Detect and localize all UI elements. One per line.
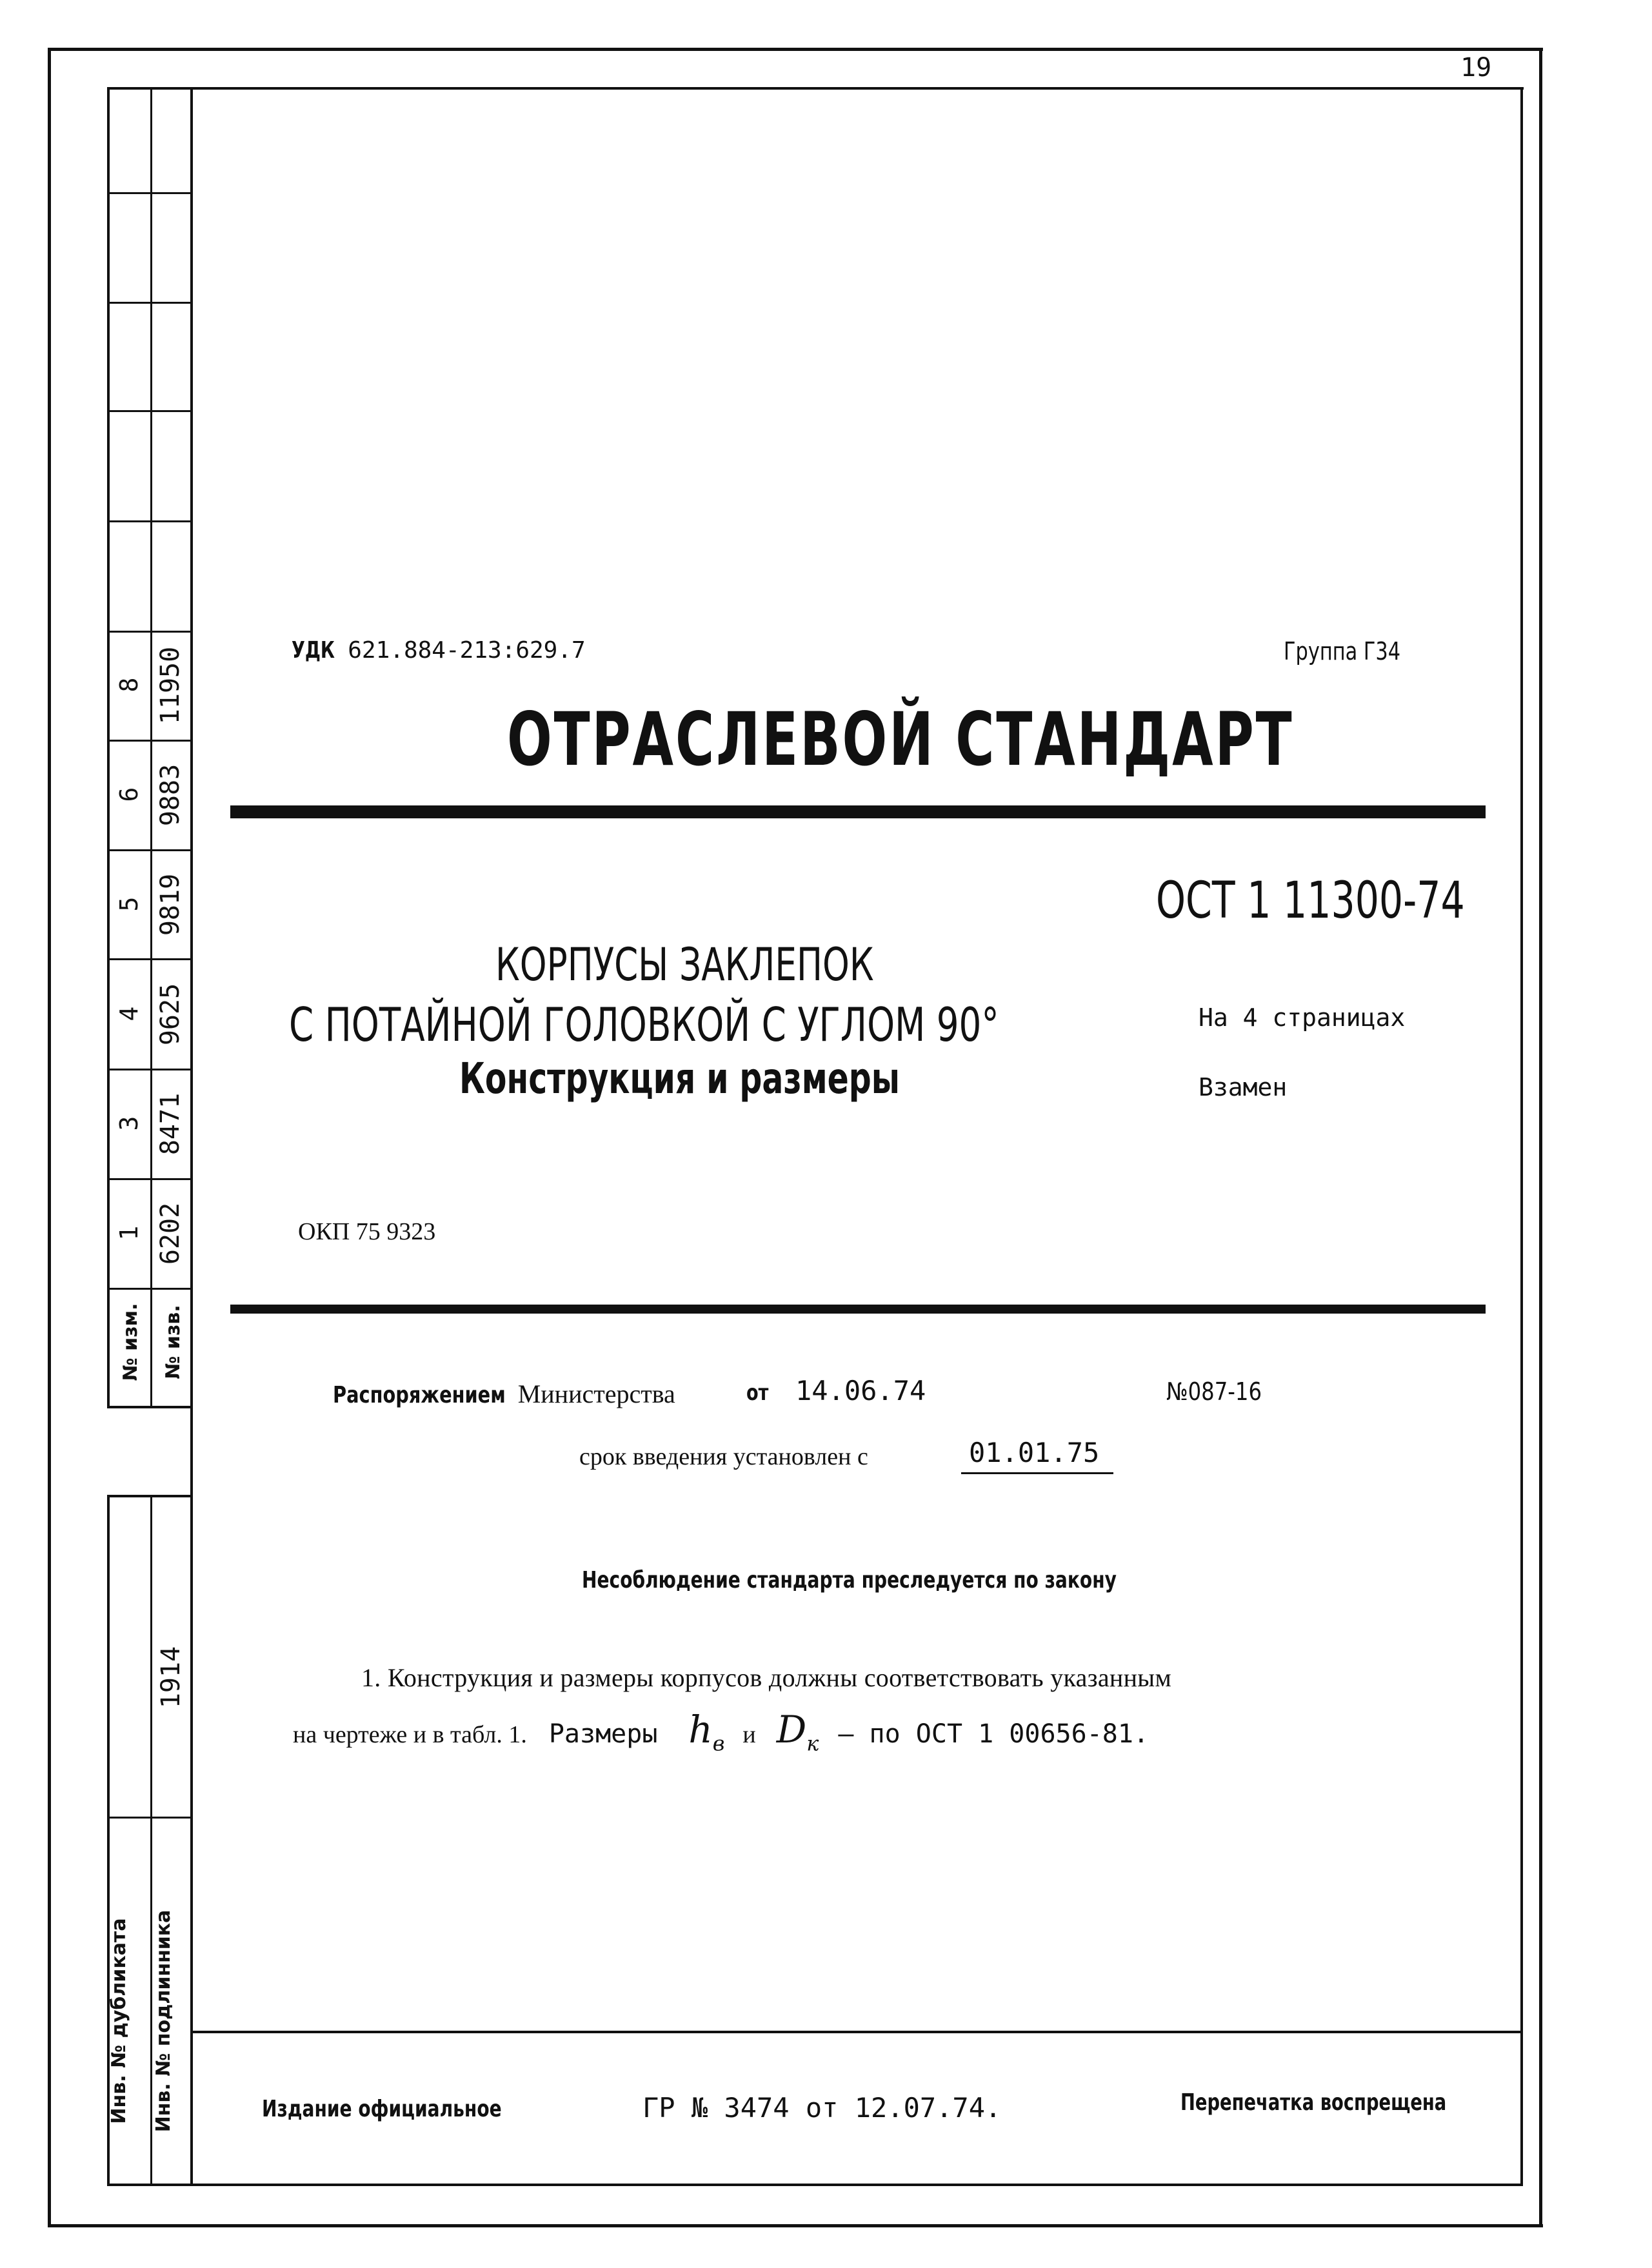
outer-frame-left bbox=[48, 48, 51, 2227]
inventory-value: 1914 bbox=[156, 1646, 186, 1709]
side-strip-line-mid bbox=[150, 87, 152, 1408]
change-number: 6 bbox=[115, 787, 143, 802]
standard-name-2: С ПОТАЙНОЙ ГОЛОВКОЙ С УГЛОМ 90° bbox=[289, 998, 999, 1052]
page-number: 19 bbox=[1460, 53, 1492, 83]
title-rule bbox=[230, 805, 1486, 818]
udk-value: 621.884-213:629.7 bbox=[348, 637, 586, 664]
paragraph-line-2: на чертеже и в табл. 1. Размеры $h_в$ и $D_к$ – по ОСТ 1 00656-81. bbox=[293, 1708, 1149, 1756]
standard-code: ОСТ 1 11300-74 bbox=[1156, 872, 1465, 930]
original-no-label: Инв. № подлинника bbox=[152, 1909, 175, 2133]
notice-number: 9625 bbox=[155, 983, 185, 1046]
order-number: №087-16 bbox=[1166, 1377, 1262, 1406]
side-row-divider bbox=[107, 410, 193, 412]
udk-line bbox=[292, 637, 586, 664]
side-row-divider bbox=[107, 520, 193, 522]
order-label: Министерства bbox=[517, 1379, 675, 1408]
symbol-h: $h_в$ bbox=[688, 1708, 725, 1756]
side-row-divider bbox=[107, 1288, 193, 1290]
side-row-divider bbox=[107, 192, 193, 194]
notice-number: 11950 bbox=[155, 646, 185, 725]
side-row-divider bbox=[107, 302, 193, 304]
group-label: Группа Г34 bbox=[1284, 637, 1401, 666]
change-number: 3 bbox=[115, 1116, 143, 1131]
okp-code: ОКП 75 9323 bbox=[298, 1218, 436, 1245]
udk-label: УДК bbox=[292, 637, 335, 664]
side-strip-line-outer bbox=[107, 87, 110, 1408]
outer-frame-right bbox=[1539, 48, 1542, 2227]
change-number: 8 bbox=[115, 677, 143, 693]
order-date-prefix: от bbox=[746, 1380, 769, 1406]
section-rule bbox=[230, 1305, 1486, 1314]
outer-frame-bottom bbox=[48, 2224, 1543, 2227]
notice-number: 9819 bbox=[155, 873, 185, 936]
duplicate-no-label: Инв. № дубликата bbox=[108, 1918, 130, 2124]
side-row-divider bbox=[107, 1069, 193, 1070]
outer-frame-top bbox=[48, 48, 1543, 51]
side-row-divider bbox=[107, 958, 193, 960]
standard-name-1: КОРПУСЫ ЗАКЛЕПОК bbox=[495, 938, 874, 991]
inner-frame-bottom bbox=[107, 2184, 1523, 2186]
inner-frame-top bbox=[107, 87, 1524, 90]
inner-frame-right bbox=[1520, 87, 1523, 2186]
change-number: 5 bbox=[115, 896, 143, 912]
paragraph-line-1: 1. Конструкция и размеры корпусов должны соответствовать указанным bbox=[361, 1663, 1172, 1692]
side-row-divider bbox=[107, 849, 193, 851]
effective-date-underline bbox=[961, 1472, 1113, 1474]
replaces-label: Взамен bbox=[1199, 1073, 1288, 1101]
notice-number: 8471 bbox=[155, 1092, 185, 1156]
change-no-label: № изм. bbox=[119, 1303, 142, 1381]
standard-name-3: Конструкция и размеры bbox=[459, 1054, 900, 1103]
notice-no-label: № изв. bbox=[162, 1305, 184, 1379]
effective-date: 01.01.75 bbox=[969, 1437, 1100, 1468]
legal-notice: Несоблюдение стандарта преследуется по закону bbox=[582, 1567, 1117, 1593]
footer-rule bbox=[190, 2031, 1523, 2033]
order-line bbox=[333, 1379, 675, 1409]
symbol-d: $D_к$ bbox=[776, 1708, 819, 1756]
inner-frame-left bbox=[190, 87, 193, 2186]
side-row-divider bbox=[107, 1178, 193, 1180]
footer-center: ГР № 3474 от 12.07.74. bbox=[642, 2092, 1002, 2124]
side-strip-close bbox=[107, 1406, 193, 1408]
document-title: ОТРАСЛЕВОЙ СТАНДАРТ bbox=[507, 696, 1294, 782]
notice-number: 9883 bbox=[155, 764, 185, 827]
footer-right: Перепечатка воспрещена bbox=[1180, 2089, 1447, 2116]
order-date: 14.06.74 bbox=[795, 1375, 926, 1406]
footer-left: Издание официальное bbox=[262, 2096, 502, 2122]
notice-number: 6202 bbox=[155, 1202, 185, 1265]
order-label-bold: Распоряжением bbox=[333, 1382, 506, 1408]
change-number: 1 bbox=[115, 1225, 143, 1241]
pages-count: На 4 страницах bbox=[1199, 1003, 1406, 1032]
lower-strip-divider bbox=[107, 1817, 193, 1819]
effective-label: срок введения установлен с bbox=[579, 1443, 868, 1470]
change-number: 4 bbox=[115, 1006, 143, 1021]
